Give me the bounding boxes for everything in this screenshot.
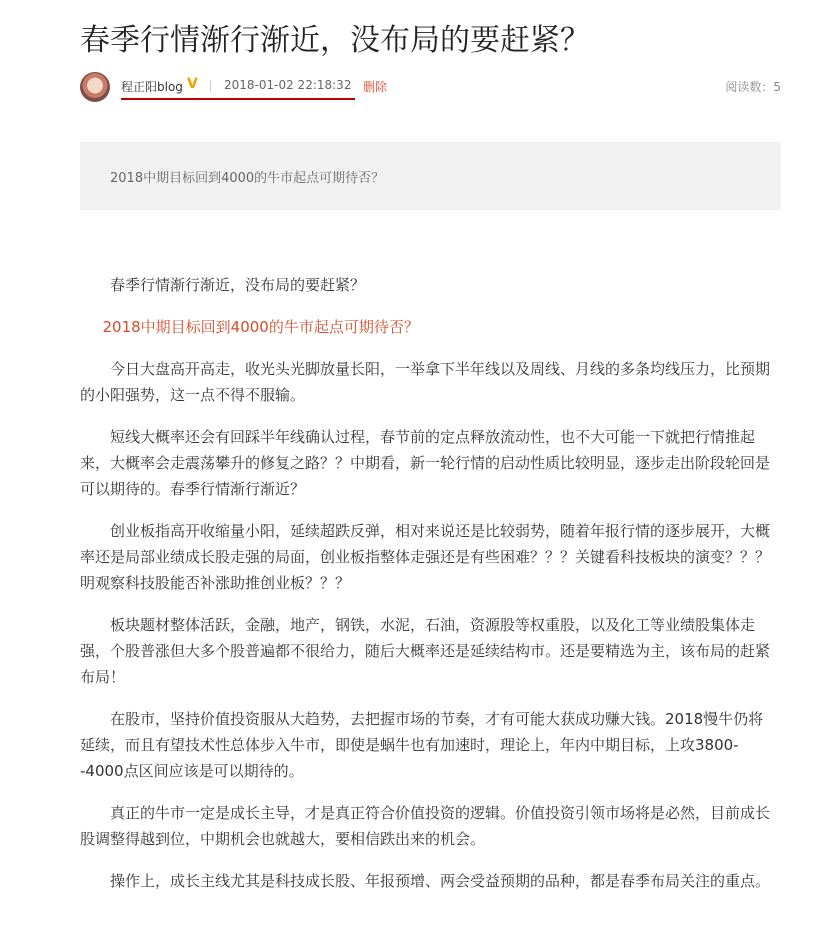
paragraph-3: 创业板指高开收缩量小阳，延续超跌反弹，相对来说还是比较弱势，随着年报行情的逐步展开，大概率还是局部业绩成长股走强的局面，创业板指整体走强还是有些困难？？？关键看科技板块的演变？？？明观察科技股能否补涨助推创业板？？？: [80, 522, 771, 592]
author-link[interactable]: 程正阳blog: [121, 80, 183, 94]
publish-datetime: 2018-01-02 22:18:32: [224, 78, 352, 92]
paragraph-1: 今日大盘高开高走，收光头光脚放量长阳，一举拿下半年线以及周线、月线的多条均线压力，比预期的小阳强势，这一点不得不服输。: [80, 360, 771, 404]
author-avatar[interactable]: [80, 72, 110, 102]
article-title: 春季行情渐行渐近，没布局的要赶紧？: [80, 23, 590, 58]
article-content: [80, 272, 772, 894]
paragraph-2: 短线大概率还会有回踩半年线确认过程，春节前的定点释放流动性，也不大可能一下就把行情推起来，大概率会走震荡攀升的修复之路？？中期看，新一轮行情的启动性质比较明显，逐步走出阶段轮回是可以期待的。春季行情渐行渐近？: [80, 428, 771, 498]
paragraph-5: 在股市，坚持价值投资服从大趋势，去把握市场的节奏，才有可能大获成功赚大钱。2018慢牛仍将延续，而且有望技术性总体步入牛市，即使是蜗牛也有加速时，理论上，年内中期目标，上攻3800--4000点区间应该是可以期待的。: [80, 710, 764, 780]
meta-underline: [121, 98, 355, 100]
content-heading: 春季行情渐行渐近，没布局的要赶紧？: [110, 276, 366, 294]
paragraph-6: 真正的牛市一定是成长主导，才是真正符合价值投资的逻辑。价值投资引领市场将是必然，目前成长股调整得越到位，中期机会也就越大，要相信跌出来的机会。: [80, 804, 771, 848]
paragraph-7: 操作上，成长主线尤其是科技成长股、年报预增、两会受益预期的品种，都是春季布局关注的重点。: [110, 872, 771, 890]
content-subheading: 2018中期目标回到4000的牛市起点可期待否？: [102, 318, 419, 336]
article-summary-box: [80, 142, 781, 210]
read-count: 阅读数：5: [725, 80, 781, 94]
summary-text: 2018中期目标回到4000的牛市起点可期待否？: [110, 171, 385, 186]
meta-divider: [210, 80, 211, 92]
verified-v-icon: V: [187, 76, 198, 92]
paragraph-4: 板块题材整体活跃，金融，地产，钢铁，水泥，石油，资源股等权重股，以及化工等业绩股集体走强，个股普涨但大多个股普遍都不很给力，随后大概率还是延续结构市。还是要精选为主，该布局的赶紧布局！: [80, 616, 771, 686]
article-meta: [80, 70, 781, 104]
delete-link[interactable]: 删除: [363, 80, 388, 94]
